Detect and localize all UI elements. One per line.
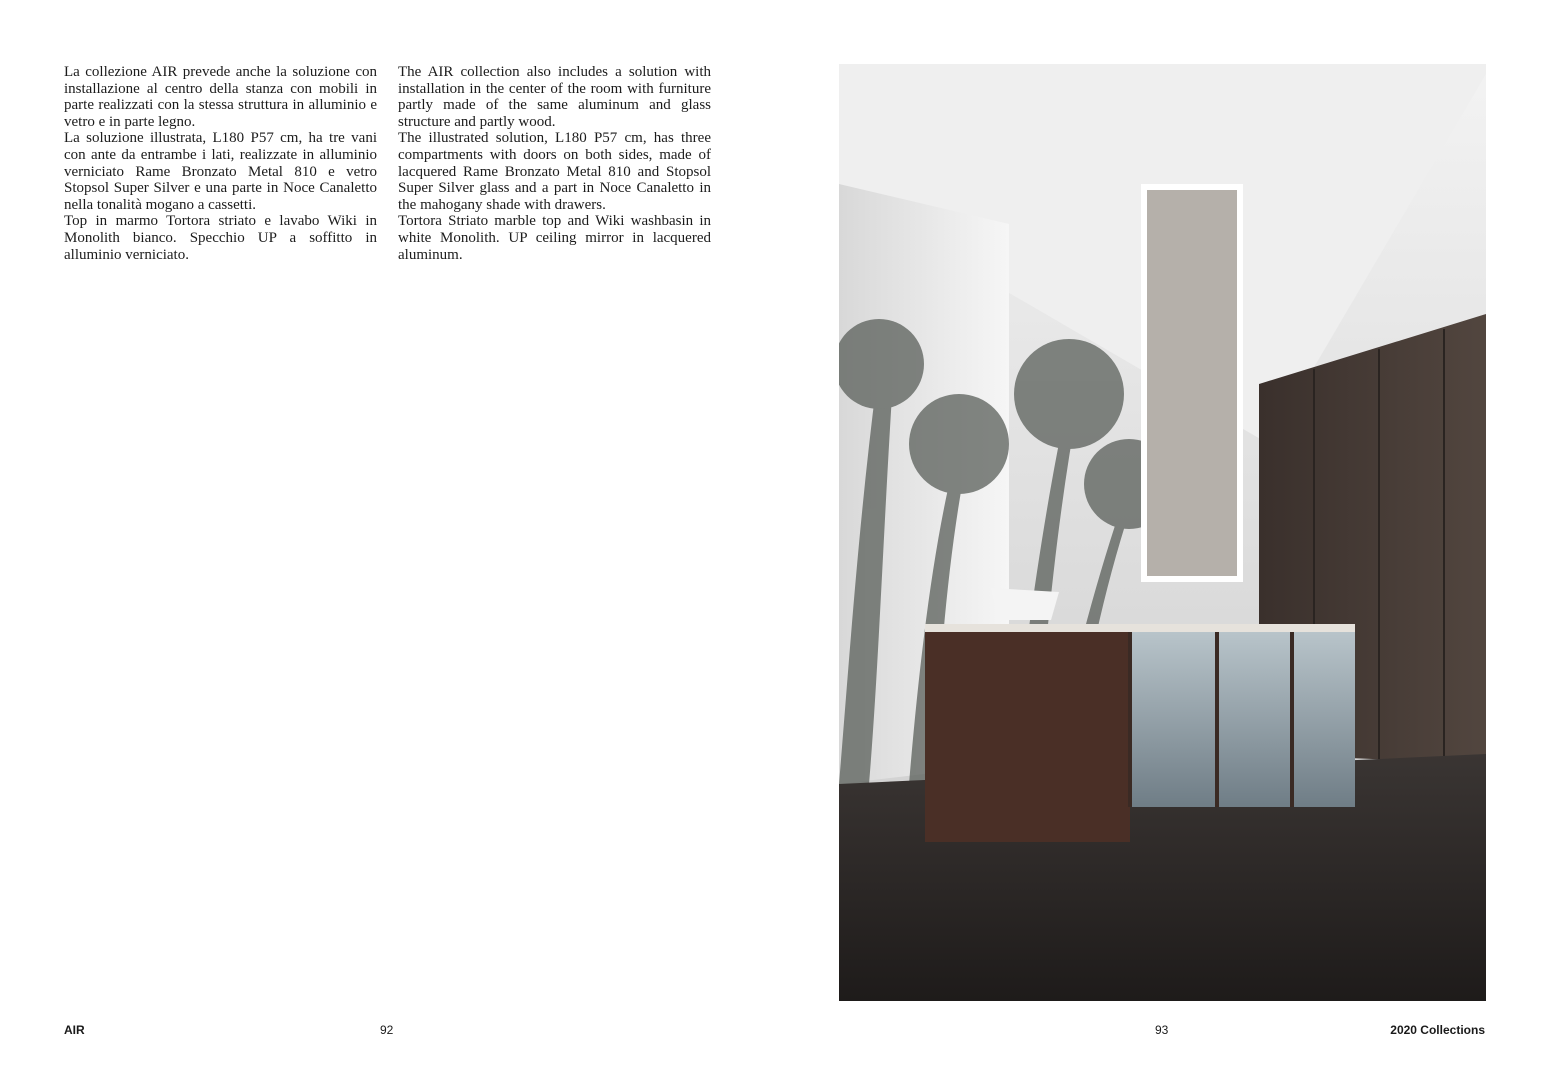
photo-vanity-wood (925, 632, 1130, 842)
footer-collection-name: AIR (64, 1023, 85, 1037)
photo-mirror (1147, 190, 1237, 576)
bathroom-photo (839, 64, 1486, 1001)
english-paragraph-2: The illustrated solution, L180 P57 cm, has three compartments with doors on both sides, made of lacquered Rame Bronzato Metal 810 and Stopsol Super Silver glass and a part in Noce Canaletto in the mahogany shade with drawers. (398, 130, 711, 213)
footer-page-number-left: 92 (380, 1023, 394, 1037)
english-text-column (398, 64, 711, 263)
footer-page-number-right: 93 (1155, 1023, 1169, 1037)
photo-marble-top (925, 624, 1355, 632)
photo-washbasin (991, 588, 1059, 620)
photo-vanity-glass (1130, 632, 1355, 807)
italian-text-column (64, 64, 377, 263)
english-paragraph-1: The AIR collection also includes a solution with installation in the center of the room with furniture partly made of the same aluminum and glass structure and partly wood. (398, 64, 711, 130)
footer-catalog-title: 2020 Collections (1390, 1023, 1485, 1037)
italian-paragraph-3: Top in marmo Tortora striato e lavabo Wiki in Monolith bianco. Specchio UP a soffitto in alluminio verniciato. (64, 213, 377, 263)
english-paragraph-3: Tortora Striato marble top and Wiki washbasin in white Monolith. UP ceiling mirror in lacquered aluminum. (398, 213, 711, 263)
italian-paragraph-1: La collezione AIR prevede anche la soluzione con installazione al centro della stanza con mobili in parte realizzati con la stessa struttura in alluminio e vetro e in parte legno. (64, 64, 377, 130)
italian-paragraph-2: La soluzione illustrata, L180 P57 cm, ha tre vani con ante da entrambe i lati, realizzate in alluminio verniciato Rame Bronzato Metal 810 e vetro Stopsol Super Silver e una parte in Noce Canaletto nella tonalità mogano a cassetti. (64, 130, 377, 213)
